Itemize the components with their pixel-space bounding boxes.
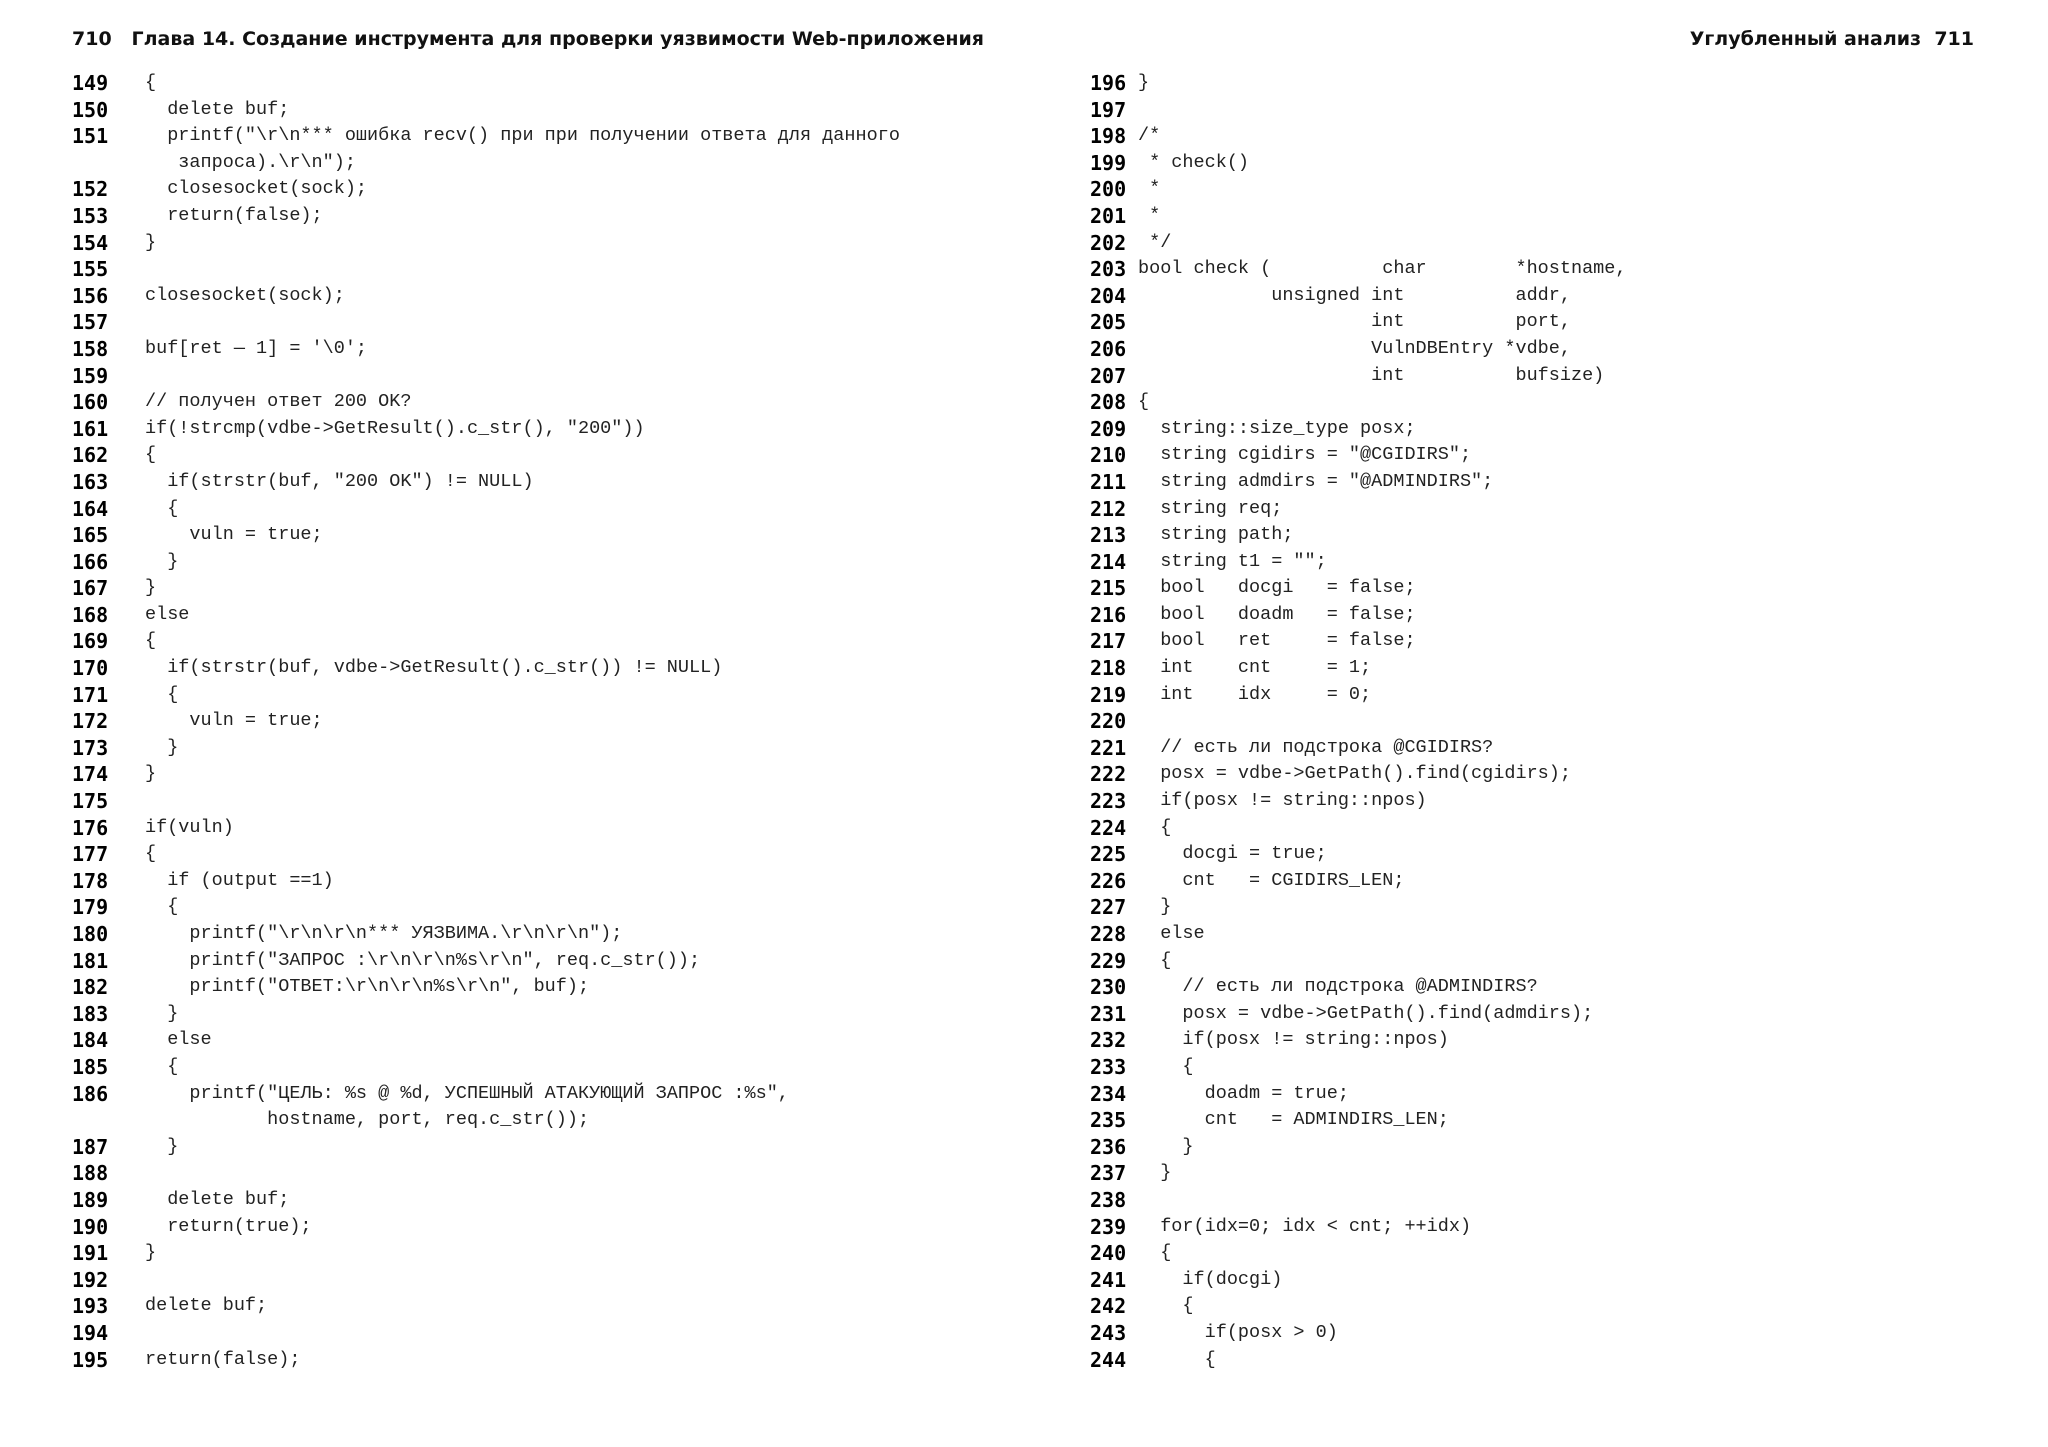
code-line: [72, 655, 1032, 682]
line-number: 192: [72, 1267, 109, 1292]
code-line: [72, 389, 1032, 416]
code-line: [1090, 150, 2010, 177]
line-number: 161: [72, 416, 109, 441]
code-line: [72, 150, 1032, 177]
line-number: 241: [1090, 1267, 1127, 1292]
line-number: 243: [1090, 1320, 1127, 1345]
line-number: 214: [1090, 549, 1127, 574]
code-line: [72, 469, 1032, 496]
line-number: 219: [1090, 682, 1127, 707]
code-line: [72, 176, 1032, 203]
code-text: string admdirs = "@ADMINDIRS";: [1138, 470, 1494, 492]
line-number: 234: [1090, 1081, 1127, 1106]
code-line: [72, 948, 1032, 975]
code-text: return(false);: [145, 1348, 301, 1370]
line-number: 194: [72, 1320, 109, 1345]
code-line: [72, 1347, 1032, 1374]
code-text: if(posx > 0): [1138, 1321, 1338, 1343]
code-line: [1090, 1347, 2010, 1374]
code-text: for(idx=0; idx < cnt; ++idx): [1138, 1215, 1472, 1237]
code-text: if(posx != string::npos): [1138, 1029, 1449, 1051]
line-number: 179: [72, 895, 109, 920]
code-line: [1090, 948, 2010, 975]
right-page-number: 711: [1934, 28, 1974, 50]
code-text: }: [145, 1242, 157, 1264]
code-text: string::size_type posx;: [1138, 417, 1416, 439]
line-number: 182: [72, 975, 109, 1000]
line-number: 199: [1090, 150, 1127, 175]
line-number: 197: [1090, 97, 1127, 122]
code-line: [72, 70, 1032, 97]
line-number: 223: [1090, 789, 1127, 814]
code-line: [1090, 230, 2010, 257]
code-line: [1090, 1001, 2010, 1028]
code-text: {: [145, 683, 179, 705]
code-line: [1090, 256, 2010, 283]
code-line: [72, 788, 1032, 815]
line-number: 196: [1090, 71, 1127, 95]
code-text: {: [145, 630, 157, 652]
code-line: [1090, 1134, 2010, 1161]
line-number: 176: [72, 815, 109, 840]
code-line: [72, 230, 1032, 257]
code-text: }: [1138, 896, 1172, 918]
code-line: [1090, 1293, 2010, 1320]
line-number: 217: [1090, 629, 1127, 654]
line-number: 232: [1090, 1028, 1127, 1053]
code-line: [1090, 1054, 2010, 1081]
code-text: cnt = CGIDIRS_LEN;: [1138, 869, 1405, 891]
code-line: [1090, 389, 2010, 416]
code-line: [72, 522, 1032, 549]
line-number: 150: [72, 97, 109, 122]
code-line: [1090, 1081, 2010, 1108]
code-line: [72, 283, 1032, 310]
code-line: [72, 921, 1032, 948]
line-number: 180: [72, 922, 109, 946]
line-number: 149: [72, 71, 109, 95]
line-number: 236: [1090, 1134, 1127, 1159]
code-line: [72, 841, 1032, 868]
code-line: [72, 708, 1032, 735]
line-number: 209: [1090, 416, 1127, 441]
code-line: [1090, 815, 2010, 842]
code-text: printf("ЗАПРОС :\r\n\r\n%s\r\n", req.c_str());: [145, 949, 701, 971]
code-text: if(strstr(buf, vdbe->GetResult().c_str()) != NULL): [145, 657, 723, 679]
code-text: int port,: [1138, 311, 1571, 333]
code-text: }: [1138, 1162, 1172, 1184]
code-line: [1090, 682, 2010, 709]
code-text: cnt = ADMINDIRS_LEN;: [1138, 1109, 1449, 1131]
code-line: [1090, 549, 2010, 576]
code-text: vuln = true;: [145, 524, 323, 546]
code-text: buf[ret — 1] = '\0';: [145, 337, 368, 359]
code-line: [72, 1107, 1032, 1134]
code-text: // получен ответ 200 OK?: [145, 391, 412, 413]
line-number: 202: [1090, 230, 1127, 255]
line-number: 160: [72, 390, 109, 415]
code-line: [1090, 309, 2010, 336]
line-number: 228: [1090, 922, 1127, 946]
code-line: [1090, 788, 2010, 815]
line-number: 167: [72, 576, 109, 601]
line-number: 174: [72, 762, 109, 787]
line-number: 215: [1090, 576, 1127, 601]
line-number: 188: [72, 1161, 109, 1186]
code-text: bool check ( char *hostname,: [1138, 258, 1627, 280]
code-text: string req;: [1138, 497, 1283, 519]
code-line: [1090, 894, 2010, 921]
line-number: 165: [72, 523, 109, 548]
code-text: {: [1138, 1295, 1194, 1317]
line-number: 152: [72, 177, 109, 202]
line-number: 191: [72, 1241, 109, 1266]
line-number: 200: [1090, 177, 1127, 202]
code-line: [1090, 868, 2010, 895]
code-line: [1090, 974, 2010, 1001]
code-line: [72, 442, 1032, 469]
line-number: 206: [1090, 336, 1127, 361]
line-number: 169: [72, 629, 109, 654]
line-number: 216: [1090, 602, 1127, 627]
code-text: delete buf;: [145, 1295, 268, 1317]
code-line: [1090, 708, 2010, 735]
left-page-header: [72, 28, 984, 50]
line-number: 172: [72, 709, 109, 734]
code-text: }: [145, 550, 179, 572]
code-line: [72, 1214, 1032, 1241]
line-number: 224: [1090, 815, 1127, 840]
code-line: [1090, 655, 2010, 682]
line-number: 230: [1090, 975, 1127, 1000]
code-text: {: [1138, 949, 1172, 971]
code-line: [72, 815, 1032, 842]
code-text: }: [1138, 1135, 1194, 1157]
code-line: [1090, 841, 2010, 868]
code-text: if(vuln): [145, 816, 234, 838]
code-line: [72, 575, 1032, 602]
code-line: [1090, 1027, 2010, 1054]
code-text: bool doadm = false;: [1138, 603, 1416, 625]
left-code-listing: [72, 70, 1032, 1373]
code-line: [1090, 496, 2010, 523]
line-number: 162: [72, 443, 109, 468]
code-text: VulnDBEntry *vdbe,: [1138, 337, 1571, 359]
code-line: [1090, 1240, 2010, 1267]
code-line: [1090, 97, 2010, 124]
code-text: */: [1138, 231, 1172, 253]
code-text: posx = vdbe->GetPath().find(cgidirs);: [1138, 763, 1571, 785]
code-text: delete buf;: [145, 1188, 290, 1210]
code-text: printf("\r\n\r\n*** УЯЗВИМА.\r\n\r\n");: [145, 923, 623, 944]
code-text: * check(): [1138, 151, 1250, 173]
line-number: 168: [72, 602, 109, 627]
code-line: [72, 761, 1032, 788]
line-number: 155: [72, 257, 109, 282]
code-text: }: [145, 231, 157, 253]
line-number: 173: [72, 735, 109, 760]
code-text: }: [1138, 72, 1150, 93]
code-text: hostname, port, req.c_str());: [145, 1109, 590, 1131]
code-line: [1090, 1187, 2010, 1214]
code-line: [1090, 1267, 2010, 1294]
line-number: 183: [72, 1001, 109, 1026]
code-text: if(docgi): [1138, 1268, 1283, 1290]
code-line: [1090, 283, 2010, 310]
line-number: 239: [1090, 1214, 1127, 1239]
line-number: 164: [72, 496, 109, 521]
code-line: [1090, 123, 2010, 150]
line-number: 187: [72, 1134, 109, 1159]
line-number: 203: [1090, 257, 1127, 282]
code-text: bool docgi = false;: [1138, 577, 1416, 599]
code-text: {: [1138, 1055, 1194, 1077]
code-line: [72, 1134, 1032, 1161]
code-text: }: [145, 763, 157, 785]
code-line: [1090, 1320, 2010, 1347]
code-text: {: [145, 497, 179, 519]
code-text: else: [145, 1029, 212, 1051]
code-text: delete buf;: [145, 98, 290, 120]
line-number: 185: [72, 1054, 109, 1079]
code-line: [72, 894, 1032, 921]
code-line: [72, 1267, 1032, 1294]
code-line: [72, 1187, 1032, 1214]
code-line: [1090, 1107, 2010, 1134]
code-line: [72, 1001, 1032, 1028]
code-text: int idx = 0;: [1138, 683, 1372, 705]
line-number: 158: [72, 336, 109, 361]
code-line: [1090, 1160, 2010, 1187]
line-number: 235: [1090, 1108, 1127, 1133]
code-line: [72, 203, 1032, 230]
line-number: 208: [1090, 390, 1127, 415]
code-line: [1090, 735, 2010, 762]
code-line: [72, 97, 1032, 124]
code-text: closesocket(sock);: [145, 284, 345, 306]
code-text: return(true);: [145, 1215, 312, 1237]
code-text: // есть ли подстрока @CGIDIRS?: [1138, 736, 1494, 758]
code-text: }: [145, 1135, 179, 1157]
line-number: 156: [72, 283, 109, 308]
code-text: printf("ОТВЕТ:\r\n\r\n%s\r\n", buf);: [145, 976, 590, 998]
code-text: string cgidirs = "@CGIDIRS";: [1138, 444, 1472, 466]
code-text: else: [1138, 923, 1205, 944]
code-line: [72, 1160, 1032, 1187]
code-text: {: [1138, 1242, 1172, 1264]
code-text: string t1 = "";: [1138, 550, 1327, 572]
code-line: [72, 682, 1032, 709]
line-number: 220: [1090, 709, 1127, 734]
code-text: /*: [1138, 125, 1161, 147]
code-line: [1090, 522, 2010, 549]
line-number: 213: [1090, 523, 1127, 548]
code-text: docgi = true;: [1138, 843, 1327, 865]
left-page-number: 710: [72, 28, 112, 50]
code-line: [1090, 1214, 2010, 1241]
code-text: *: [1138, 178, 1161, 200]
code-text: doadm = true;: [1138, 1082, 1349, 1104]
line-number: 207: [1090, 363, 1127, 388]
code-text: {: [1138, 391, 1150, 413]
line-number: 198: [1090, 124, 1127, 149]
line-number: 181: [72, 948, 109, 973]
code-text: if(posx != string::npos): [1138, 790, 1427, 812]
line-number: 189: [72, 1187, 109, 1212]
code-text: // есть ли подстрока @ADMINDIRS?: [1138, 976, 1538, 998]
code-line: [1090, 628, 2010, 655]
line-number: 166: [72, 549, 109, 574]
line-number: 195: [72, 1347, 109, 1372]
code-line: [72, 1320, 1032, 1347]
code-line: [1090, 176, 2010, 203]
code-text: closesocket(sock);: [145, 178, 368, 200]
code-line: [72, 1081, 1032, 1108]
line-number: 163: [72, 469, 109, 494]
code-line: [72, 735, 1032, 762]
code-text: }: [145, 577, 157, 599]
code-text: {: [145, 896, 179, 918]
line-number: 227: [1090, 895, 1127, 920]
chapter-title: Глава 14. Создание инструмента для проверки уязвимости Web-приложения: [131, 28, 984, 50]
code-text: printf("ЦЕЛЬ: %s @ %d, УСПЕШНЫЙ АТАКУЮЩИЙ ЗАПРОС :%s",: [145, 1082, 789, 1104]
code-text: else: [145, 603, 190, 625]
code-line: [72, 336, 1032, 363]
code-line: [1090, 416, 2010, 443]
code-text: int cnt = 1;: [1138, 657, 1372, 679]
line-number: 159: [72, 363, 109, 388]
code-line: [1090, 70, 2010, 97]
section-title: Углубленный анализ: [1689, 28, 1922, 50]
code-text: }: [145, 736, 179, 758]
line-number: 210: [1090, 443, 1127, 468]
code-text: unsigned int addr,: [1138, 284, 1571, 306]
line-number: 244: [1090, 1347, 1127, 1372]
code-text: }: [145, 1002, 179, 1024]
code-line: [1090, 469, 2010, 496]
line-number: 212: [1090, 496, 1127, 521]
line-number: 229: [1090, 948, 1127, 973]
code-line: [72, 123, 1032, 150]
line-number: 193: [72, 1294, 109, 1319]
line-number: 237: [1090, 1161, 1127, 1186]
line-number: 190: [72, 1214, 109, 1239]
code-text: if(strstr(buf, "200 OK") != NULL): [145, 470, 534, 492]
code-text: {: [1138, 816, 1172, 838]
code-text: if(!strcmp(vdbe->GetResult().c_str(), "200")): [145, 417, 645, 439]
code-line: [1090, 203, 2010, 230]
line-number: 154: [72, 230, 109, 255]
line-number: 211: [1090, 469, 1127, 494]
code-line: [72, 549, 1032, 576]
line-number: 175: [72, 789, 109, 814]
line-number: 242: [1090, 1294, 1127, 1319]
code-text: {: [145, 444, 157, 466]
line-number: 231: [1090, 1001, 1127, 1026]
code-line: [1090, 602, 2010, 629]
code-line: [1090, 575, 2010, 602]
code-text: запроса).\r\n");: [145, 151, 356, 173]
line-number: 177: [72, 842, 109, 867]
code-line: [72, 628, 1032, 655]
line-number: 238: [1090, 1187, 1127, 1212]
line-number: 171: [72, 682, 109, 707]
code-text: if (output ==1): [145, 869, 334, 891]
right-page-header: [1690, 28, 1974, 50]
line-number: 170: [72, 656, 109, 681]
code-text: {: [145, 843, 157, 865]
code-line: [1090, 363, 2010, 390]
code-text: {: [145, 72, 157, 93]
code-line: [1090, 761, 2010, 788]
code-line: [72, 1293, 1032, 1320]
code-line: [72, 1027, 1032, 1054]
line-number: 225: [1090, 842, 1127, 867]
code-line: [72, 1054, 1032, 1081]
code-line: [72, 868, 1032, 895]
code-line: [72, 974, 1032, 1001]
line-number: 226: [1090, 868, 1127, 893]
code-line: [72, 1240, 1032, 1267]
code-text: printf("\r\n*** ошибка recv() при при получении ответа для данного: [145, 125, 900, 147]
line-number: 151: [72, 124, 109, 149]
line-number: 178: [72, 868, 109, 893]
line-number: 184: [72, 1028, 109, 1053]
line-number: 157: [72, 310, 109, 335]
code-text: posx = vdbe->GetPath().find(admdirs);: [1138, 1002, 1594, 1024]
code-line: [72, 602, 1032, 629]
line-number: 201: [1090, 203, 1127, 228]
line-number: 221: [1090, 735, 1127, 760]
code-text: {: [1138, 1348, 1216, 1370]
code-text: string path;: [1138, 524, 1294, 546]
code-text: return(false);: [145, 204, 323, 226]
code-line: [72, 496, 1032, 523]
code-text: vuln = true;: [145, 710, 323, 732]
code-line: [1090, 921, 2010, 948]
line-number: 218: [1090, 656, 1127, 681]
code-line: [72, 309, 1032, 336]
code-line: [72, 363, 1032, 390]
code-line: [1090, 442, 2010, 469]
code-line: [72, 256, 1032, 283]
line-number: 153: [72, 203, 109, 228]
line-number: 222: [1090, 762, 1127, 787]
code-line: [72, 416, 1032, 443]
code-text: bool ret = false;: [1138, 630, 1416, 652]
right-code-listing: [1090, 70, 2010, 1373]
code-text: *: [1138, 204, 1161, 226]
line-number: 233: [1090, 1054, 1127, 1079]
code-text: int bufsize): [1138, 364, 1605, 386]
code-text: {: [145, 1055, 179, 1077]
line-number: 186: [72, 1081, 109, 1106]
line-number: 204: [1090, 283, 1127, 308]
line-number: 240: [1090, 1241, 1127, 1266]
code-line: [1090, 336, 2010, 363]
line-number: 205: [1090, 310, 1127, 335]
